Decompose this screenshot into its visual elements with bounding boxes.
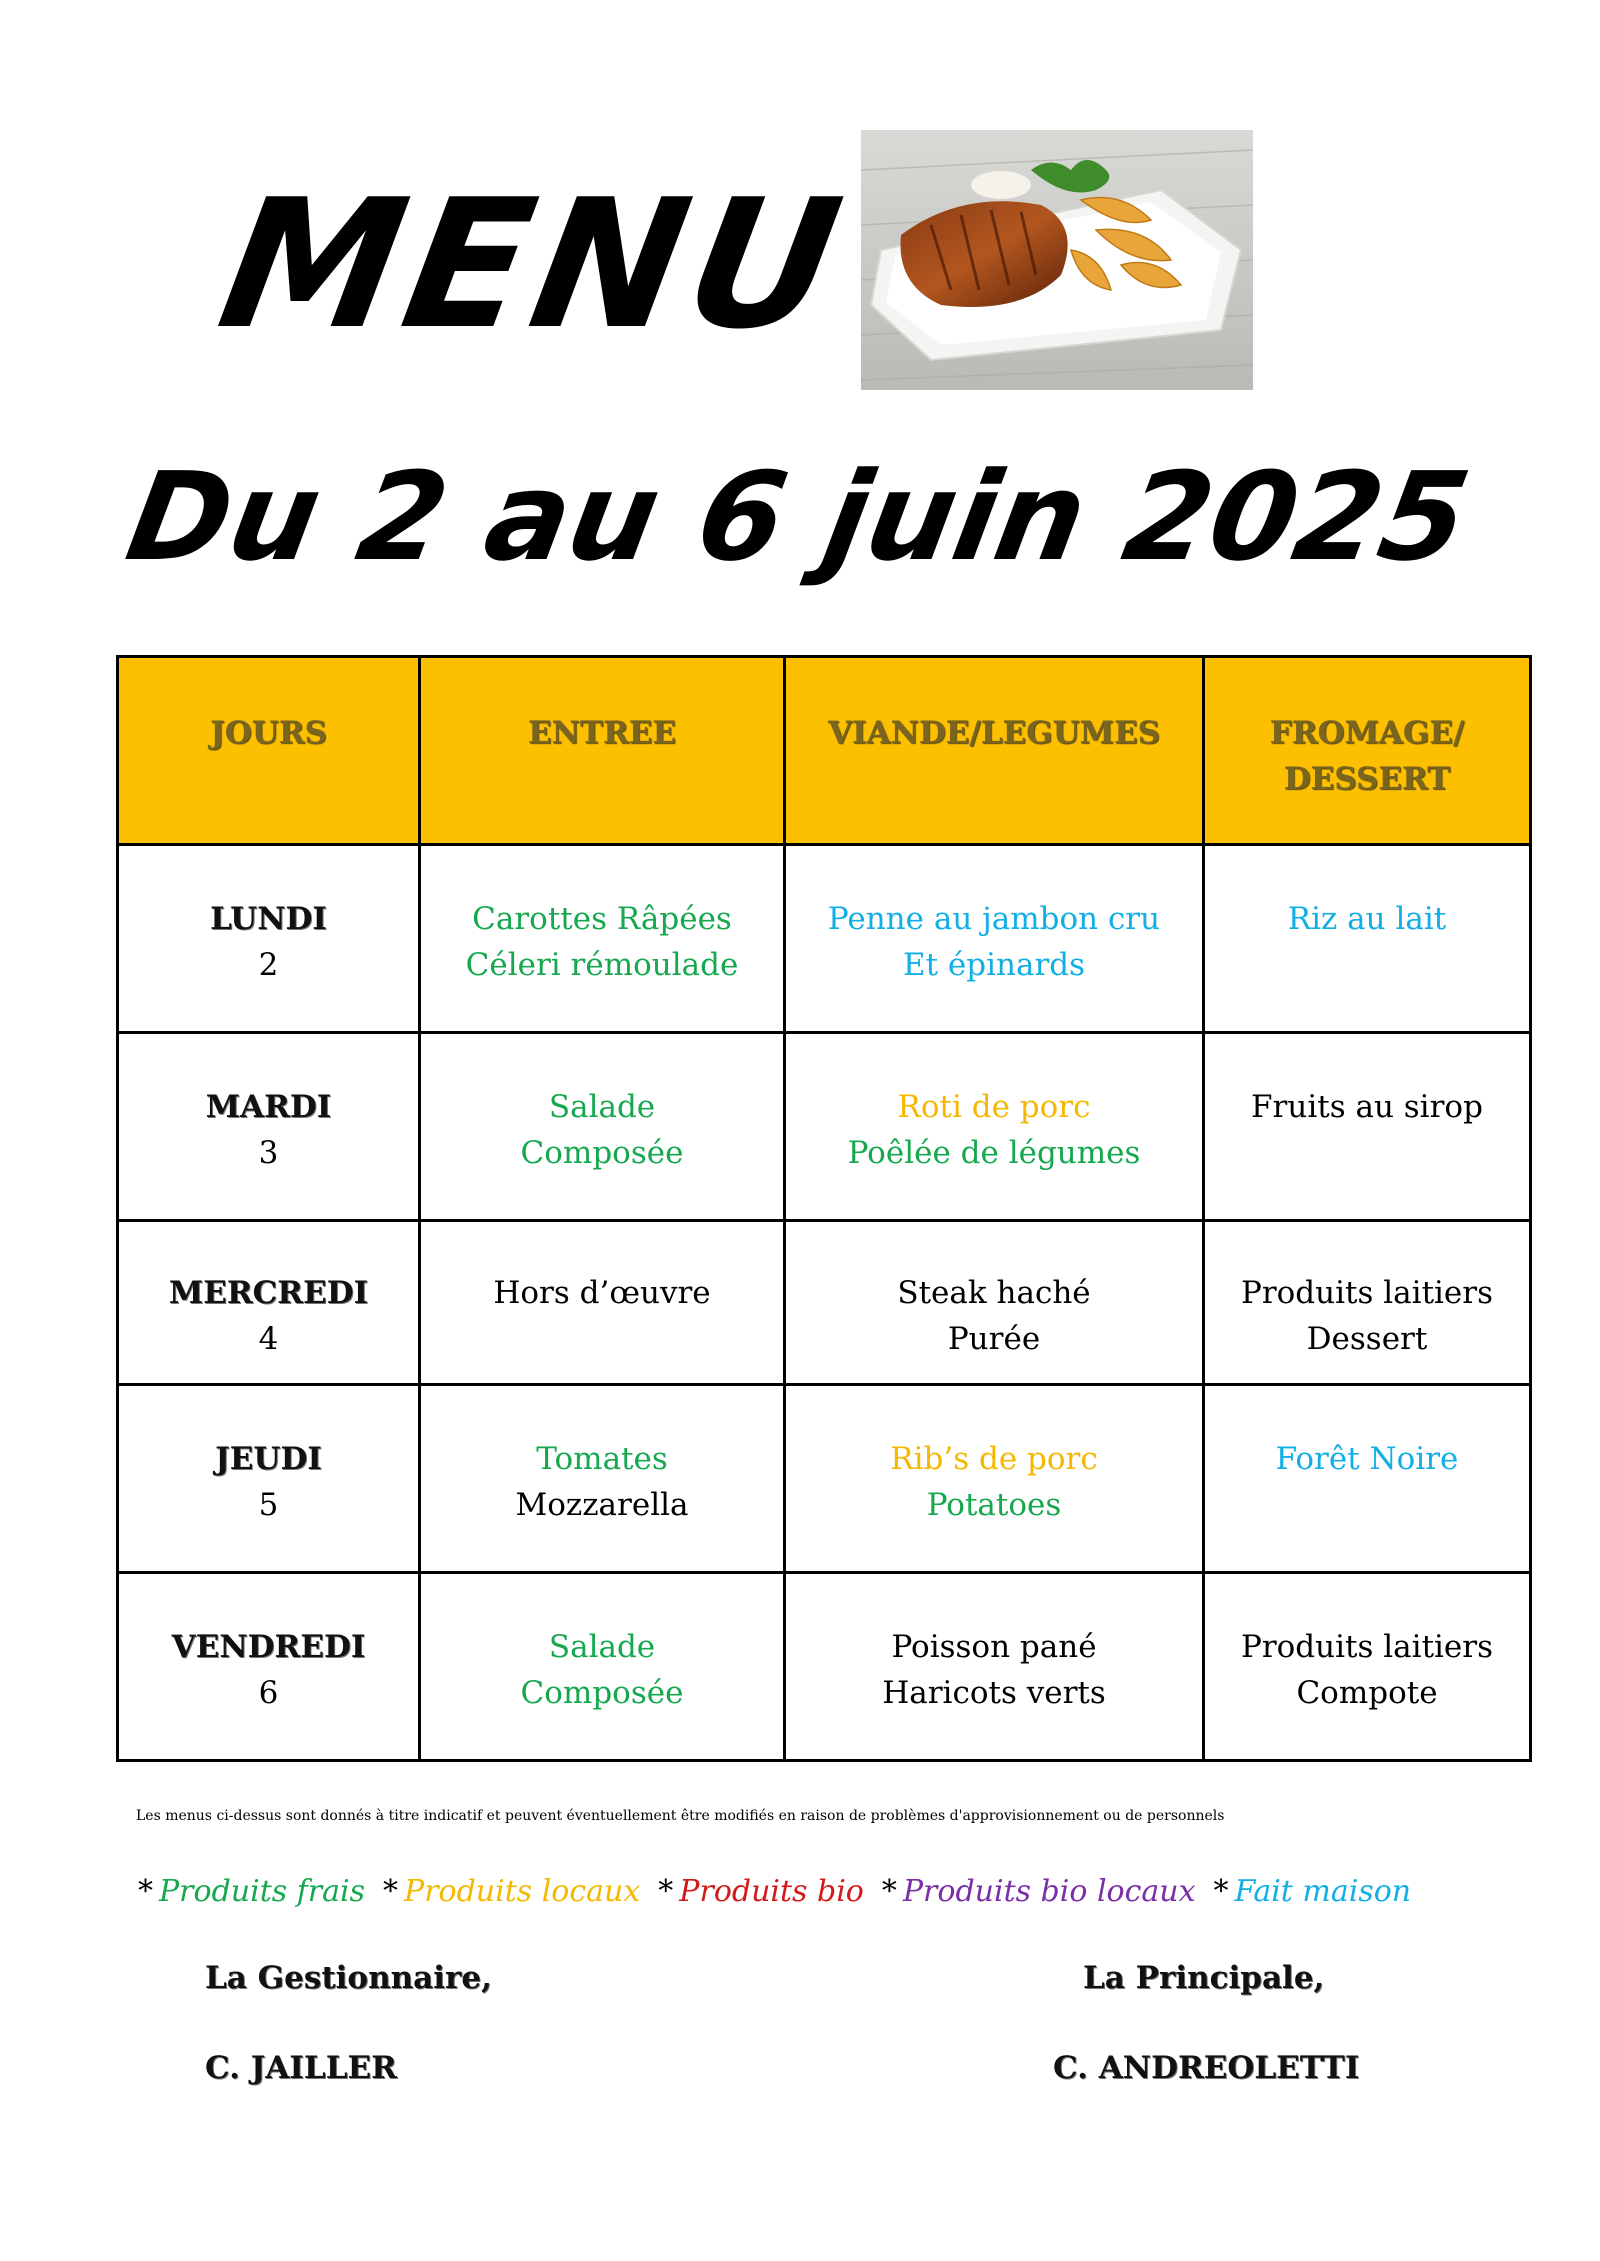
- ribs-plate-photo: [861, 130, 1253, 390]
- dessert-cell: [1204, 1033, 1531, 1221]
- dessert-cell: [1204, 1573, 1531, 1761]
- legend-star: *: [1213, 1874, 1229, 1909]
- table-row: [118, 1221, 1531, 1385]
- dish-line: Poisson pané: [891, 1629, 1097, 1665]
- day-cell: [118, 1033, 420, 1221]
- dish-line: Forêt Noire: [1275, 1441, 1459, 1477]
- header-jours: JOURS: [118, 657, 420, 845]
- dish-line: Dessert: [1306, 1321, 1428, 1357]
- legend-item: Produits bio: [679, 1874, 864, 1909]
- dish-line: Et épinards: [902, 947, 1086, 983]
- color-legend: [138, 1874, 1478, 1909]
- day-number: 3: [258, 1135, 279, 1171]
- legend-star: *: [881, 1874, 897, 1909]
- dish-line: Roti de porc: [897, 1089, 1091, 1125]
- menu-title: MENU: [206, 161, 860, 368]
- viande-cell: [785, 1033, 1204, 1221]
- dish-line: Produits laitiers: [1240, 1629, 1494, 1665]
- header-entree: ENTREE: [420, 657, 785, 845]
- day-cell: [118, 1385, 420, 1573]
- entree-cell: [420, 1033, 785, 1221]
- principale-label: La Principale,: [1083, 1960, 1325, 1996]
- table-row: [118, 1385, 1531, 1573]
- day-name: LUNDI: [210, 901, 327, 937]
- dish-line: Penne au jambon cru: [827, 901, 1161, 937]
- dish-line: Composée: [520, 1675, 684, 1711]
- viande-cell: [785, 845, 1204, 1033]
- disclaimer-note: Les menus ci-dessus sont donnés à titre indicatif et peuvent éventuellement être modifiés en raison de problèmes d'approvisionnement ou de personnels: [136, 1808, 1225, 1824]
- dish-line: Carottes Râpées: [472, 901, 732, 937]
- dish-line: Riz au lait: [1287, 901, 1447, 937]
- dish-line: Composée: [520, 1135, 684, 1171]
- dish-line: Poêlée de légumes: [847, 1135, 1141, 1171]
- header-fromage-dessert: FROMAGE/ DESSERT: [1204, 657, 1531, 845]
- day-cell: [118, 845, 420, 1033]
- dish-line: Compote: [1296, 1675, 1438, 1711]
- day-name: JEUDI: [215, 1441, 322, 1477]
- dish-line: Rib’s de porc: [890, 1441, 1098, 1477]
- table-row: [118, 1033, 1531, 1221]
- legend-item: Produits frais: [159, 1874, 366, 1909]
- legend-star: *: [138, 1874, 153, 1909]
- menu-table: [116, 655, 1532, 1762]
- dish-line: Steak haché: [897, 1275, 1091, 1311]
- viande-cell: [785, 1385, 1204, 1573]
- entree-cell: [420, 1221, 785, 1385]
- dessert-cell: [1204, 1221, 1531, 1385]
- gestionnaire-label: La Gestionnaire,: [205, 1960, 492, 1996]
- principale-name: C. ANDREOLETTI: [1053, 2050, 1360, 2086]
- legend-item: Produits locaux: [404, 1874, 641, 1909]
- viande-cell: [785, 1221, 1204, 1385]
- table-row: [118, 845, 1531, 1033]
- dish-line: Salade: [548, 1089, 656, 1125]
- day-cell: [118, 1573, 420, 1761]
- dish-line: Produits laitiers: [1240, 1275, 1494, 1311]
- table-row: [118, 1573, 1531, 1761]
- entree-cell: [420, 1573, 785, 1761]
- day-name: VENDREDI: [171, 1629, 366, 1665]
- dessert-cell: [1204, 1385, 1531, 1573]
- day-name: MARDI: [205, 1089, 332, 1125]
- dish-line: Purée: [947, 1321, 1041, 1357]
- dish-line: Hors d’œuvre: [493, 1275, 711, 1311]
- legend-star: *: [658, 1874, 674, 1909]
- dish-line: Haricots verts: [882, 1675, 1106, 1711]
- day-number: 5: [258, 1487, 279, 1523]
- gestionnaire-name: C. JAILLER: [205, 2050, 397, 2086]
- legend-item: Fait maison: [1234, 1874, 1412, 1909]
- menu-dates: Du 2 au 6 juin 2025: [117, 446, 1479, 588]
- table-header-row: [118, 657, 1531, 845]
- dish-line: Salade: [548, 1629, 656, 1665]
- day-cell: [118, 1221, 420, 1385]
- entree-cell: [420, 845, 785, 1033]
- day-name: MERCREDI: [168, 1275, 369, 1311]
- legend-star: *: [383, 1874, 399, 1909]
- dish-line: Potatoes: [926, 1487, 1062, 1523]
- dish-line: Fruits au sirop: [1251, 1089, 1483, 1125]
- legend-item: Produits bio locaux: [902, 1874, 1196, 1909]
- viande-cell: [785, 1573, 1204, 1761]
- entree-cell: [420, 1385, 785, 1573]
- day-number: 2: [258, 947, 279, 983]
- day-number: 6: [258, 1675, 279, 1711]
- dish-line: Céleri rémoulade: [465, 947, 739, 983]
- dish-line: Mozzarella: [515, 1487, 689, 1523]
- dish-line: Tomates: [536, 1441, 668, 1477]
- day-number: 4: [258, 1321, 279, 1357]
- dessert-cell: [1204, 845, 1531, 1033]
- header-viande-legumes: VIANDE/LEGUMES: [785, 657, 1204, 845]
